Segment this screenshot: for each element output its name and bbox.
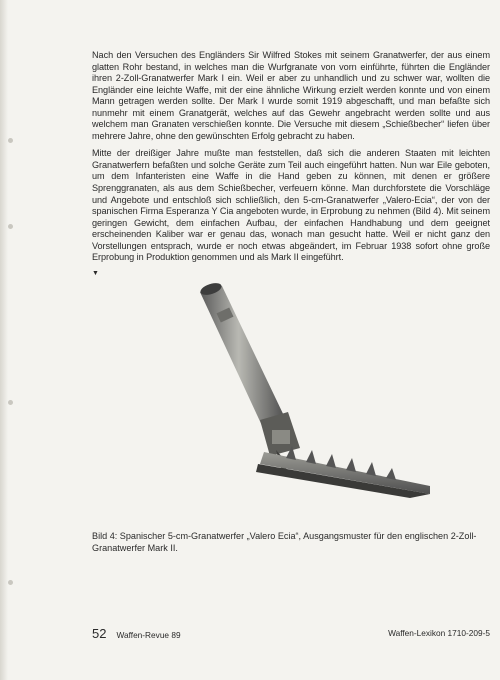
mortar-photo xyxy=(160,280,460,520)
mortar-barrel xyxy=(199,281,286,430)
body-text xyxy=(92,50,490,279)
magazine-name: Waffen-Revue 89 xyxy=(116,630,181,640)
binder-holes xyxy=(6,0,16,680)
down-triangle-icon: ▼ xyxy=(92,269,99,277)
paragraph: Nach den Versuchen des Engländers Sir Wilfred Stokes mit seinem Granatwerfer, der aus einem glatten Rohr bestand, in welches man die Wurfgranate von vorn einführte, führten die Engländer ihren 2-Zoll-Granatwerfer Mark I ein. Weil er aber zu unhandlich und zu schwer war, wollten die Engländer eine leichte Waffe, mit der eine ähnliche Wirkung erzielt werden konnte und von einem Mann getragen werden sollte. Der Mark I wurde somit 1919 abgeschafft, und man befaßte sich nunmehr mit einem Granatgerät, welches auf das Gewehr angebracht werden sollte und aus welchem man Granaten verschießen konnte. Die Versuche mit diesem „Schießbecher“ liefen über mehrere Jahre, ohne den gewünschten Erfolg gebracht zu haben. xyxy=(92,50,490,141)
page-number: 52 xyxy=(92,626,107,641)
base-plate xyxy=(256,446,430,498)
paragraph: Mitte der dreißiger Jahre mußte man feststellen, daß sich die anderen Staaten mit leichten Granatwerfern befaßten und solche Geräte zum Teil auch eingeführt hatten. Nun war Eile geboten, um dem Infanteristen eine Waffe in die Hand geben zu können, mit denen er größere Sprenggranaten, als aus dem Schießbecher, verfeuern könne. Man durchforstete die Vorschläge und Angebote und entschloß sich schließlich, den 5-cm-Granatwerfer „Valero-Ecia“, der von der spanischen Firma Esperanza Y Cia angeboten wurde, in Erprobung zu nehmen (Bild 4). Mit seinem geringen Gewicht, dem einfachen Aufbau, der einfachen Handhabung und dem geeignet erscheinenden Kaliber war er genau das, wonach man gesucht hatte. Weil er nicht ganz den Vorstellungen entsprach, wurde er noch etwas abgeändert, im Februar 1938 sofort ohne große Erprobung in Produktion genommen und als Mark II eingeführt. xyxy=(92,148,490,263)
lexicon-reference: Waffen-Lexikon 1710-209-5 xyxy=(388,628,490,638)
figure-caption: Bild 4: Spanischer 5-cm-Granatwerfer „Valero Ecia“, Ausgangsmuster für den englischen 2-Zoll-Granatwerfer Mark II. xyxy=(92,531,477,553)
footer-left xyxy=(92,626,181,641)
